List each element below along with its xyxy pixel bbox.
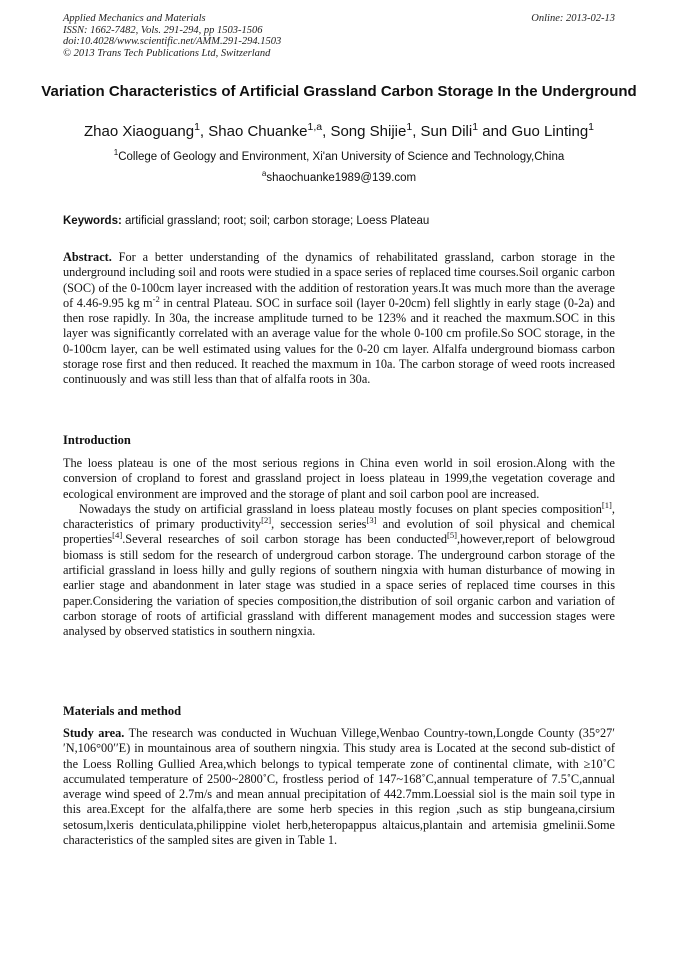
citation: [1]: [601, 499, 612, 510]
citation: [3]: [366, 515, 377, 526]
author: Shao Chuanke: [208, 123, 308, 140]
journal-header: [63, 13, 615, 59]
affiliation: $^1$College of Geology and Environment, Xi'an University of Science and Technology,China: [113, 148, 565, 163]
section-heading-materials: Materials and method: [63, 704, 182, 718]
citation: [5]: [446, 530, 458, 541]
author: Zhao Xiaoguang: [83, 123, 195, 140]
author-sup: 1: [194, 121, 200, 133]
abstract-label: Abstract.: [63, 250, 112, 264]
paper-title: Variation Characteristics of Artificial Grassland Carbon Storage In the Underground: [41, 83, 637, 100]
author-sup: 1: [588, 121, 595, 133]
citation: [2]: [261, 515, 272, 526]
author-list: Zhao Xiaoguang$^1$, Shao Chuanke$^{1,a}$, Song Shijie$^1$, Sun Dili$^1$ and Guo Linting$^1$: [83, 121, 595, 140]
online-date: Online: 2013-02-13: [531, 13, 615, 24]
author: Sun Dili: [420, 123, 473, 140]
materials-body: Study area. The research was conducted in Wuchuan Villege,Wenbao Country-town,Longde County (35°27′′N,106°00′′E) in mountainous area of southern ningxia. This study area is Located at the second sub-distict of the Loess Rolling Gullied Area,which belongs to typical temperate zone of continental climate, with ≥10˚C accumulated temperature of 2500~2800˚C, frostless period of 147~168˚C,annual temperature of 7.5˚C,annual average wind speed of 2.7m/s and mean annual precipitation of 442.7mm.Loessial siol is the main soil type in this area.Except for the alfalfa,there are some herb species in this region ,such as stip bungeana,cirsium setosum,lxeris denticulata,philippine violet herb,heteropappus altaicus,plantain and artemisia gmelinii.Some characteristics of the sampled sites are given in Table 1.: [63, 726, 615, 848]
author-sup: 1: [406, 121, 413, 133]
copyright-line: © 2013 Trans Tech Publications Ltd, Switzerland: [63, 47, 271, 59]
paragraph: The loess plateau is one of the most serious regions in China even world in soil erosion.Along with the conversion of cropland to forest and grassland project in loess plateau in 1999,the vegetation coverage and ecological environment are improved and the storage of plant and soil carbon pool are increased.: [63, 456, 615, 501]
author-sup: 1,a: [307, 121, 323, 133]
author: Song Shijie: [330, 123, 407, 140]
introduction-body: [63, 456, 615, 640]
keywords: [63, 214, 615, 228]
keywords-text: artificial grassland; root; soil; carbon storage; Loess Plateau: [121, 215, 430, 227]
journal-name: Applied Mechanics and Materials: [63, 13, 206, 24]
abstract: Abstract. For a better understanding of the dynamics of rehabilitated grassland, carbon storage in the underground including soil and roots were studied in a space series of replaced time courses.Soil organic carbon (SOC) of the 0-100cm layer increased with the addition of restoration years.It was much more than the average of 4.46-9.95 kg $m^{-2}$ in central Plateau. SOC in surface soil (layer 0-20cm) fell slightly in early stage (0-2a) and then rose rapidly. In 30a, the increase amplitude turned to be 123% and it reached the maxmum.SOC in this layer was significantly correlated with an average value for the whole 0-100 cm profile.So SOC storage, in the 0-100cm layer, can be well estimated using values for the 0-20 cm layer. Alfalfa underground biomass carbon storage rose first and then reduced. It reached the maxmum in 10a. The carbon storage of weed roots increased continuously and was still less than that of alfalfa roots in 30a.: [63, 250, 615, 387]
issn-line: ISSN: 1662-7482, Vols. 291-294, pp 1503-1506: [63, 24, 263, 36]
study-area-label: Study area.: [63, 726, 125, 740]
paragraph: Nowadays the study on artificial grassland in loess plateau mostly focuses on plant species composition[1], characteristics of primary productivity[2], seccession series[3] and evolution of soil physical and chemical properties[4].Several researches of soil carbon storage has been conducted[5],however,report of belowgroud biomass is still sedom for the research of undergroud carbon storage. The underground carbon storage of the artificial grassland in loess hilly and gully regions of southern ningxia with human disturbance of mowing in earlier stage and abandonment in later stage was studied in a space series of replaced time courses in this paper.Considering the variation of species composition,the distribution of soil organic carbon and variation of carbon storage of roots of artificial grassland with different management modes and succession stages were analysed by observed statistics in southern ningxia.: [63, 499, 616, 639]
author-sup: 1: [472, 121, 479, 133]
author: Guo Linting: [511, 123, 589, 140]
section-heading-introduction: Introduction: [63, 433, 131, 447]
keywords-label: Keywords:: [63, 215, 122, 227]
doi-line: doi:10.4028/www.scientific.net/AMM.291-294.1503: [63, 36, 282, 47]
citation: [4]: [112, 530, 123, 541]
corresponding-email: $^a$shaochuanke1989@139.com: [261, 169, 417, 184]
